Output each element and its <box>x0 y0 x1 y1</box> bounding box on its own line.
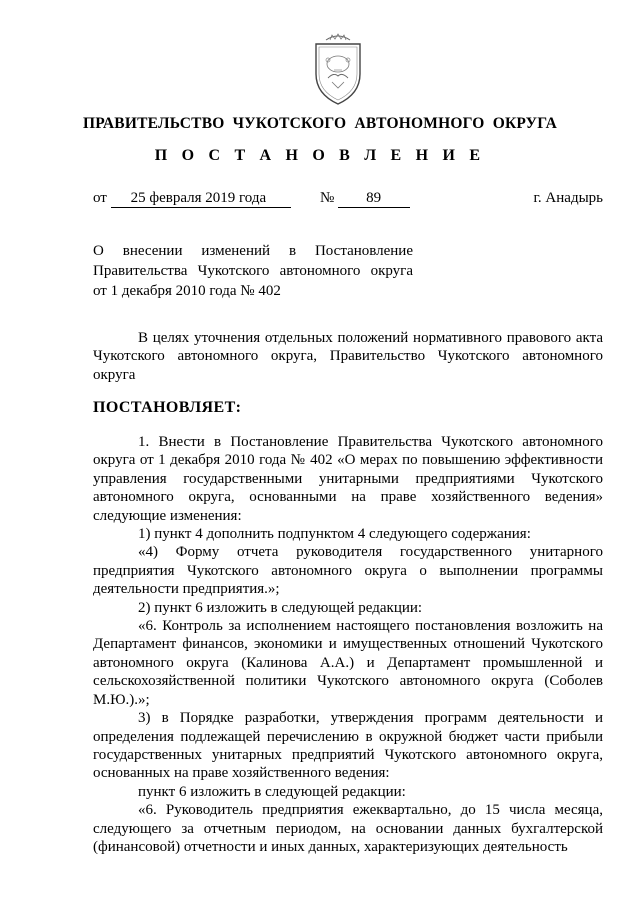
decree-subject <box>93 241 413 301</box>
preamble <box>93 329 603 384</box>
coat-of-arms-icon <box>304 30 372 108</box>
date-prefix: от <box>93 190 107 206</box>
decree-city: г. Анадырь <box>533 190 603 206</box>
resolves-heading: ПОСТАНОВЛЯЕТ: <box>93 399 242 416</box>
decree-number: 89 <box>338 191 410 208</box>
decree-title: П О С Т А Н О В Л Е Н И Е <box>154 147 486 164</box>
preamble-paragraph: В целях уточнения отдельных положений нормативного правового акта Чукотского автономного округа, Правительство Чукотского автономного округа <box>93 330 603 383</box>
body-paragraph: «6. Руководитель предприятия ежеквартально, до 15 числа месяца, следующего за отчетным периодом, на основании данных бухгалтерской (финансовой) отчетности и иных данных, характеризующих деятельность <box>93 802 603 855</box>
body-paragraph: пункт 6 изложить в следующей редакции: <box>138 783 406 800</box>
decree-date: 25 февраля 2019 года <box>111 191 291 208</box>
body-paragraph: 2) пункт 6 изложить в следующей редакции: <box>138 599 423 616</box>
subject-line: Правительства Чукотского автономного округа <box>93 263 413 279</box>
number-prefix: № <box>320 190 335 206</box>
decree-number-field <box>320 190 410 208</box>
decree-date-field <box>93 190 291 208</box>
decree-body <box>93 433 603 856</box>
body-paragraph: 3) в Порядке разработки, утверждения программ деятельности и определения подлежащей перечислению в окружной бюджет части прибыли государственных унитарных предприятий Чукотского автономного округа, основанных на праве хозяйственного ведения: <box>93 710 603 782</box>
body-paragraph: 1. Внести в Постановление Правительства Чукотского автономного округа от 1 декабря 2010 года № 402 «О мерах по повышению эффективности управления государственными унитарными предприятиями Чукотского автономного округа, основанными на праве хозяйственного ведения» следующие изменения: <box>93 434 603 524</box>
subject-line: от 1 декабря 2010 года № 402 <box>93 283 281 299</box>
body-paragraph: 1) пункт 4 дополнить подпунктом 4 следующего содержания: <box>138 526 531 543</box>
body-paragraph: «4) Форму отчета руководителя государственного унитарного предприятия Чукотского автономного округа о выполнении программы деятельности предприятия.»; <box>93 544 603 598</box>
government-title: ПРАВИТЕЛЬСТВО ЧУКОТСКОГО АВТОНОМНОГО ОКРУГА <box>82 115 558 132</box>
body-paragraph: «6. Контроль за исполнением настоящего постановления возложить на Департамент финансов, экономики и имущественных отношений Чукотского автономного округа (Калинова А.А.) и Департамент промышленной и сельскохозяйственной политики Чукотского автономного округа (Соболев М.Ю.).»; <box>93 618 603 708</box>
subject-line: О внесении изменений в Постановление <box>93 243 413 259</box>
